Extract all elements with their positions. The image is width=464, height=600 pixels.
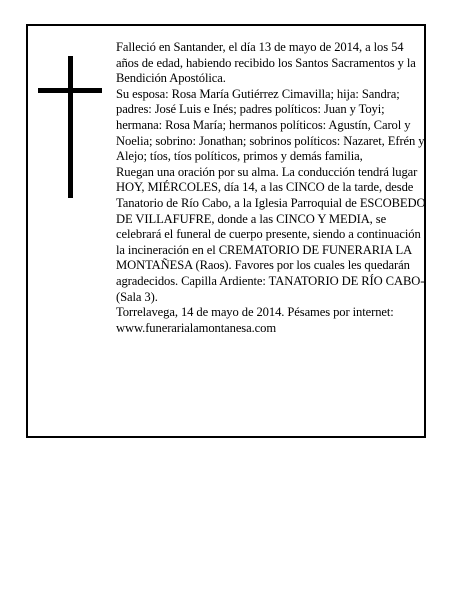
cross-horizontal-bar [38,88,102,93]
cross-vertical-bar [68,56,73,198]
place-date-condolences-paragraph: Torrelavega, 14 de mayo de 2014. Pésames por internet: www.funerarialamontanesa.com [116,305,394,335]
latin-cross-icon [38,56,102,198]
obituary-text [116,40,426,336]
death-announcement-paragraph: Falleció en Santander, el día 13 de mayo de 2014, a los 54 años de edad, habiendo recibido los Santos Sacramentos y la Bendición Apostólica. [116,40,416,86]
obituary-notice-frame [26,24,426,438]
funeral-details-paragraph: Ruegan una oración por su alma. La conducción tendrá lugar HOY, MIÉRCOLES, día 14, a las CINCO de la tarde, desde Tanatorio de Río Cabo, a la Iglesia Parroquial de ESCOBEDO DE VILLAFUFRE, donde a las CINCO Y MEDIA, se celebrará el funeral de cuerpo presente, siendo a continuación la incineración en el CREMATORIO DE FUNERARIA LA MONTAÑESA (Raos). Favores por los cuales les quedarán agradecidos. Capilla Ardiente: TANATORIO DE RÍO CABO-(Sala 3). [116,164,426,304]
family-list-paragraph: Su esposa: Rosa María Gutiérrez Cimavilla; hija: Sandra; padres: José Luis e Inés; padres políticos: Juan y Toyi; hermana: Rosa María; hermanos políticos: Agustín, Carol y Noelia; sobrino: Jonathan; sobrinos políticos: Nazaret, Efrén y Alejo; tíos, tíos políticos, primos y demás familia, [116,86,425,164]
